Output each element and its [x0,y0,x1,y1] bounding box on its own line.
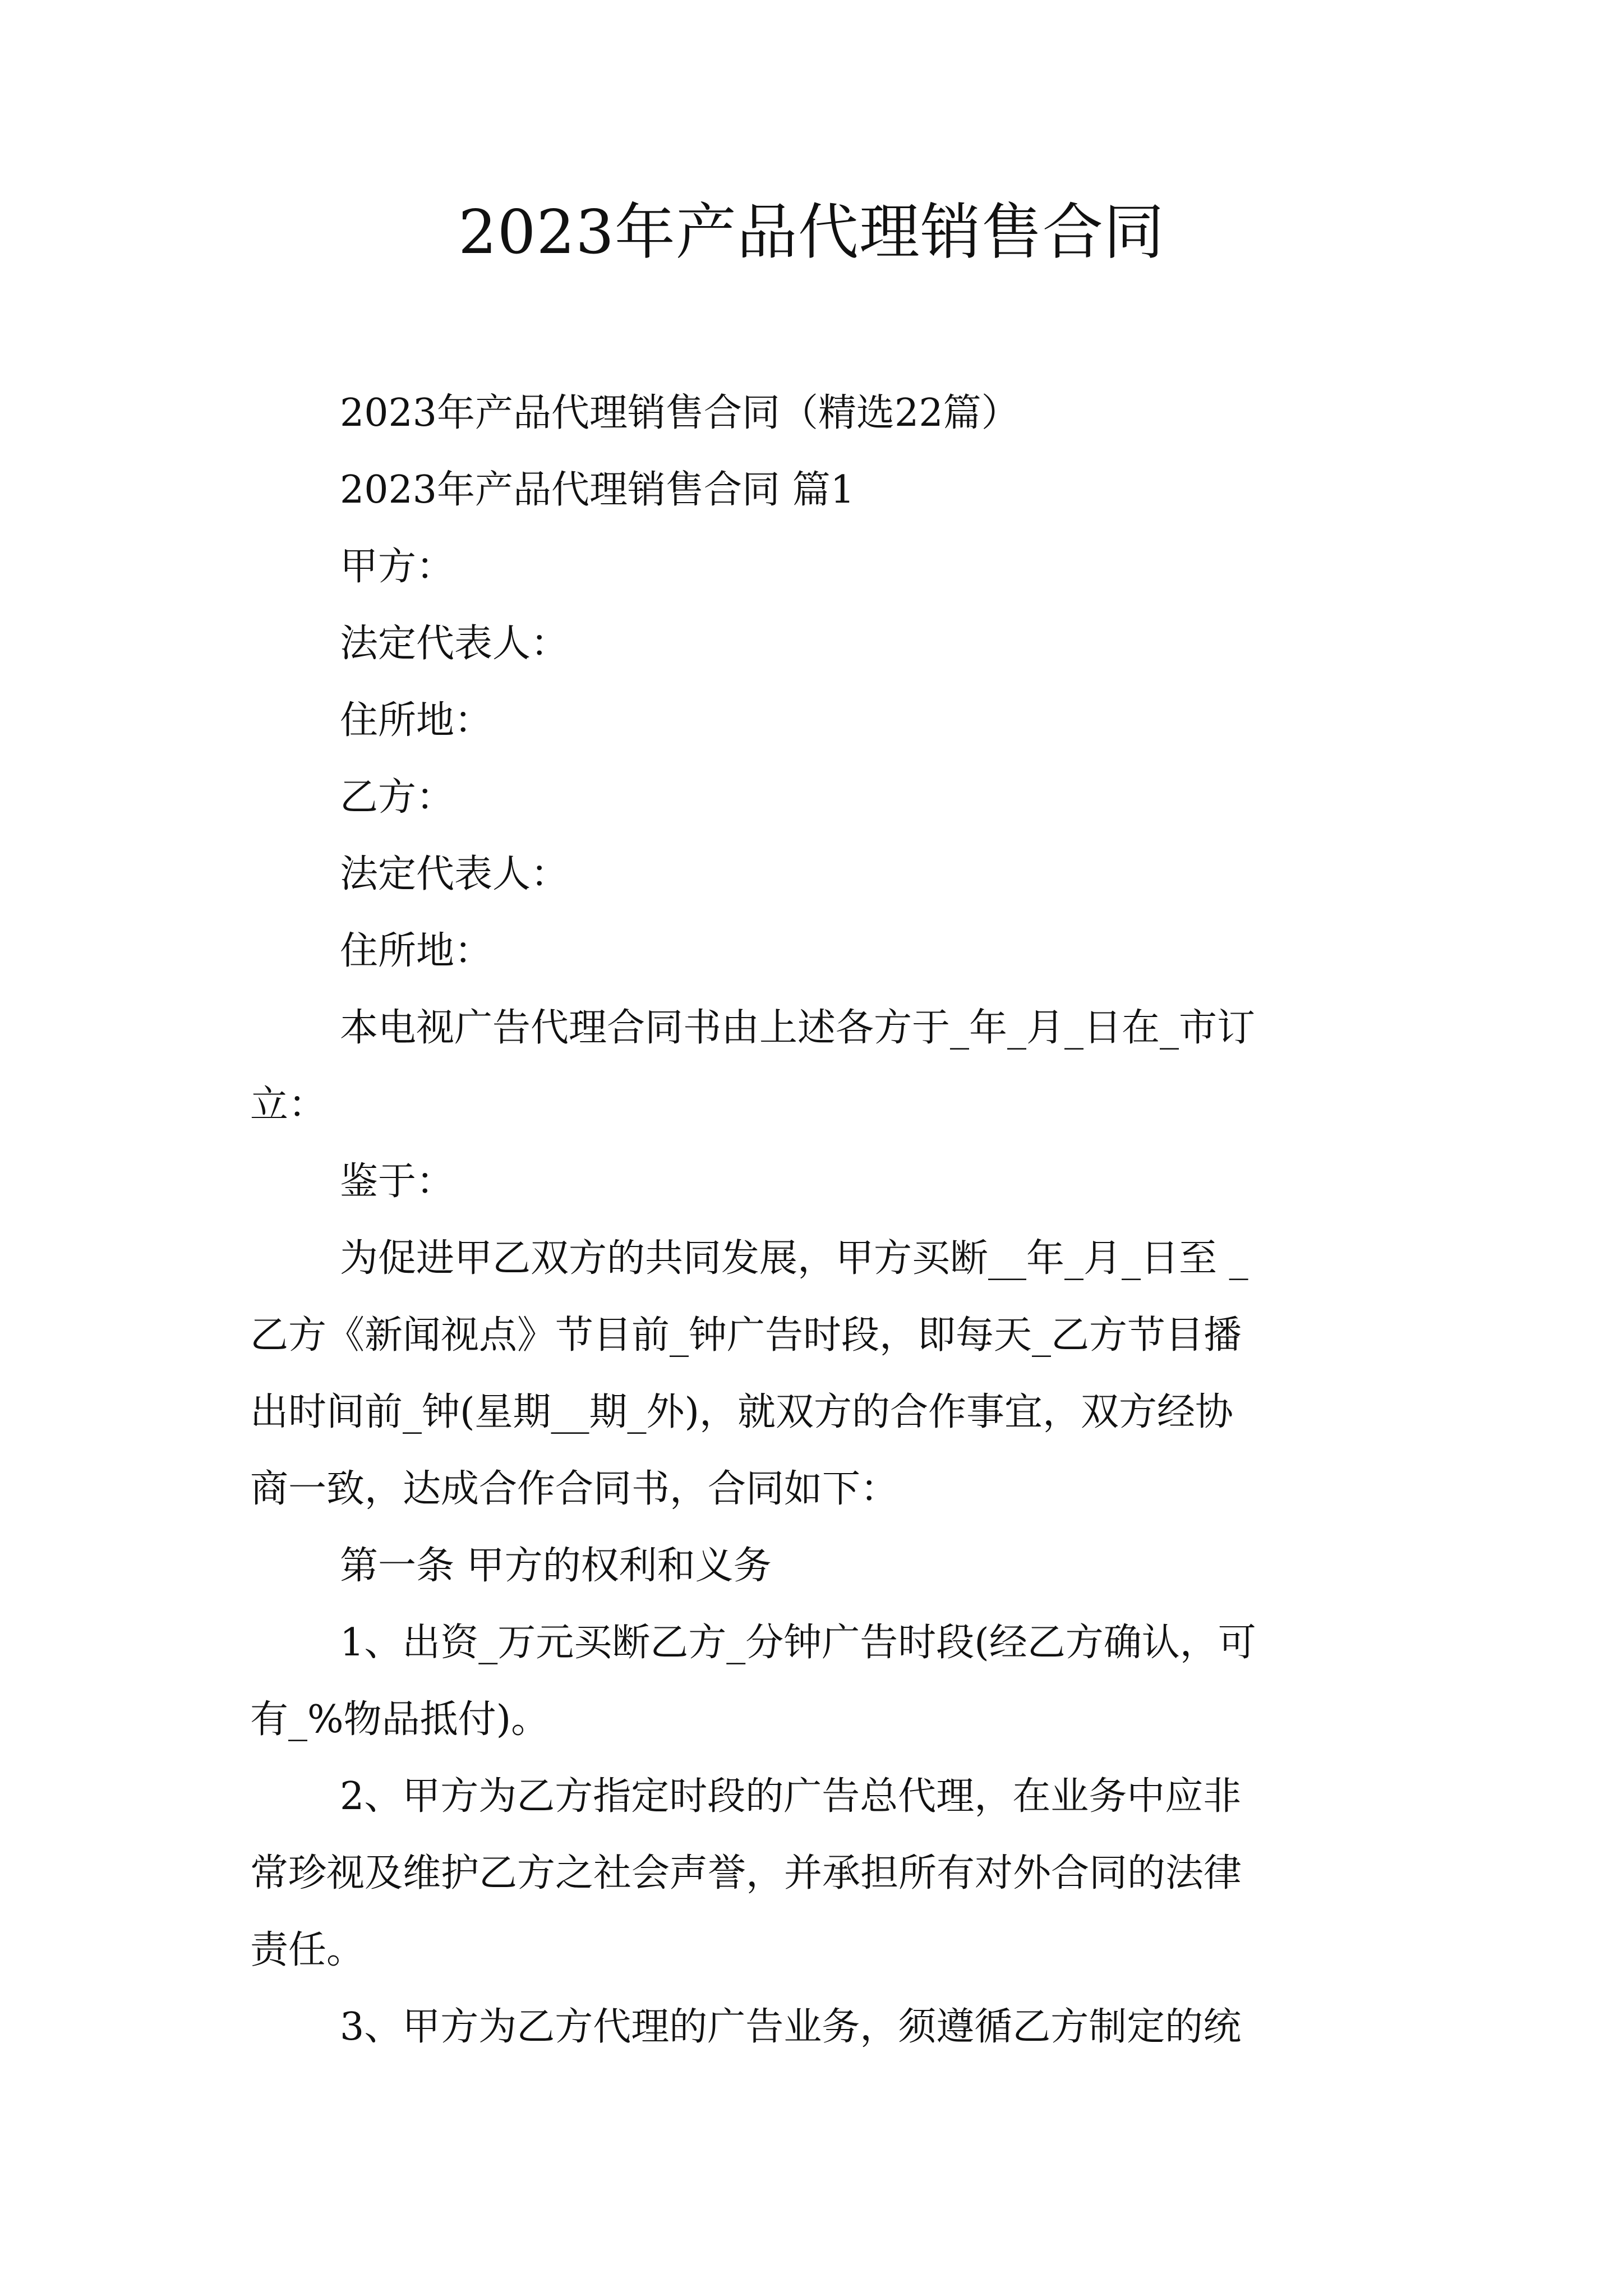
paragraph-line: 有_%物品抵付)。 [250,1697,550,1742]
paragraph-line: 甲方： [340,545,455,589]
paragraph-line: 住所地： [340,929,493,973]
section-heading: 第一条 甲方的权利和义务 [340,1544,772,1588]
paragraph-line: 常珍视及维护乙方之社会声誉，并承担所有对外合同的法律 [250,1851,1242,1895]
paragraph-line: 出时间前_钟(星期__期_外)，就双方的合作事宜，双方经协 [250,1390,1234,1434]
document-title: 2023年产品代理销售合同 [458,197,1165,268]
paragraph-line: 2023年产品代理销售合同（精选22篇） [340,391,1020,435]
paragraph-line: 1、出资_万元买断乙方_分钟广告时段(经乙方确认，可 [340,1621,1256,1665]
paragraph-line: 住所地： [340,698,493,743]
paragraph-line: 2、甲方为乙方指定时段的广告总代理，在业务中应非 [340,1774,1242,1819]
paragraph-line: 法定代表人： [340,852,569,896]
document-body [250,375,1390,2065]
paragraph-line: 本电视广告代理合同书由上述各方于_年_月_日在_市订 [340,1006,1256,1050]
paragraph-line: 鉴于： [340,1159,455,1204]
paragraph-line: 法定代表人： [340,622,569,666]
paragraph-line: 3、甲方为乙方代理的广告业务，须遵循乙方制定的统 [340,2005,1242,2049]
paragraph-line: 乙方： [340,775,455,820]
paragraph-line: 立： [250,1083,327,1127]
paragraph-line: 乙方《新闻视点》节目前_钟广告时段，即每天_乙方节目播 [250,1313,1242,1358]
paragraph-line: 为促进甲乙双方的共同发展，甲方买断__年_月_日至 _ [340,1236,1248,1281]
paragraph-line: 商一致，达成合作合同书，合同如下： [250,1467,899,1511]
paragraph-line: 责任。 [250,1928,365,1972]
paragraph-line: 2023年产品代理销售合同 篇1 [340,468,855,512]
